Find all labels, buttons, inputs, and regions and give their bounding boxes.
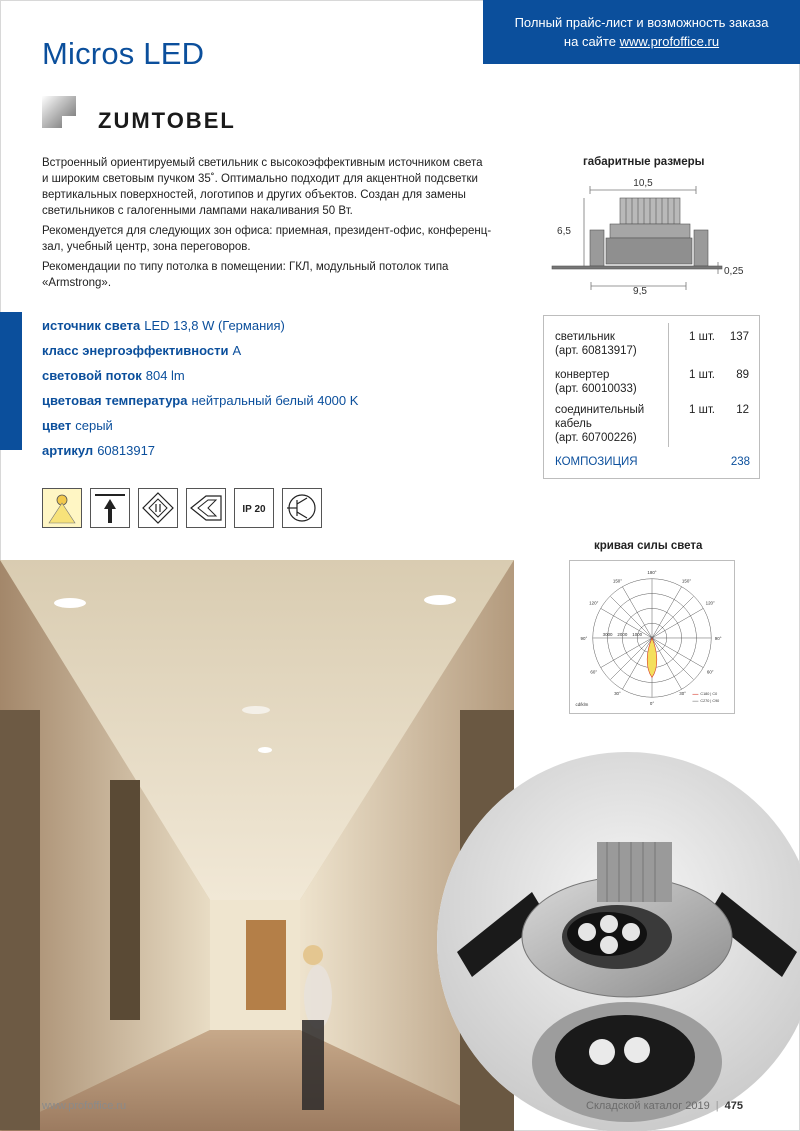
dim-height: 6,5 — [557, 226, 571, 237]
zumtobel-logo-icon — [42, 96, 76, 128]
spec-key: цвет — [42, 418, 72, 433]
footer-url[interactable]: www.profoffice.ru — [42, 1100, 127, 1112]
scale-label: 3000 — [602, 632, 613, 638]
angle-label: 60° — [706, 669, 714, 675]
transformer-icon — [282, 488, 322, 528]
footer-catalog — [586, 1100, 743, 1112]
item-price: 89 — [736, 369, 749, 381]
light-curve-title: кривая силы света — [594, 540, 703, 552]
f-mark-icon — [186, 488, 226, 528]
angle-label: 150° — [612, 578, 623, 584]
catalog-name: Складской каталог 2019 — [586, 1100, 710, 1112]
unit-label: cd/klm — [575, 702, 589, 708]
spec-value: 804 lm — [145, 368, 185, 383]
banner-line-1: Полный прайс-лист и возможность заказа — [514, 15, 769, 30]
recessed-mount-icon — [90, 488, 130, 528]
composition-table — [543, 315, 760, 479]
item-qty: 1 шт. — [689, 331, 716, 343]
description-paragraph: Рекомендации по типу потолка в помещении: ГКЛ, модульный потолок типа «Armstrong». — [42, 261, 449, 289]
angle-label: 30° — [614, 691, 621, 697]
legend-c180-c0: C180 | C0 — [700, 692, 718, 697]
scale-label: 1000 — [632, 632, 643, 638]
angle-label: 90° — [714, 635, 722, 641]
spec-value: нейтральный белый 4000 K — [191, 393, 359, 408]
ip-rating-label: IP 20 — [242, 504, 266, 515]
angle-label: 120° — [705, 600, 715, 606]
angle-label: 180° — [647, 569, 657, 575]
item-name: конвертер (арт. 60010033) — [555, 369, 637, 395]
product-photo — [437, 752, 800, 1131]
corridor-photo — [0, 560, 514, 1131]
page-title: Micros LED — [42, 36, 205, 71]
dimensions-title: габаритные размеры — [583, 156, 705, 168]
site-link[interactable]: www.profoffice.ru — [619, 34, 720, 49]
spec-value: A — [232, 343, 242, 358]
spec-key: световой поток — [42, 368, 142, 383]
item-price: 137 — [729, 331, 749, 343]
spec-key: источник света — [42, 318, 141, 333]
spec-key: артикул — [42, 443, 94, 458]
scale-label: 2000 — [617, 632, 628, 638]
angle-label: 120° — [589, 600, 599, 606]
order-banner — [483, 0, 800, 64]
item-price: 12 — [736, 404, 749, 416]
angle-label: 30° — [679, 691, 686, 697]
composition-total — [555, 456, 750, 468]
description-paragraph: Рекомендуется для следующих зон офиса: приемная, президент-офис, конференц-зал, учебный центр, зона переговоров. — [42, 225, 492, 253]
dim-rim: 0,25 — [724, 266, 744, 277]
item-name: светильник (арт. 60813917) — [555, 331, 637, 357]
total-label: КОМПОЗИЦИЯ — [555, 456, 638, 468]
product-description — [42, 155, 492, 295]
spec-row — [42, 388, 358, 413]
item-qty: 1 шт. — [689, 369, 716, 381]
spec-value: серый — [75, 418, 113, 433]
angle-label: 90° — [580, 635, 588, 641]
banner-line-2 — [483, 32, 800, 51]
spec-row — [42, 338, 358, 363]
accent-bar — [0, 312, 22, 450]
description-paragraph: Встроенный ориентируемый светильник с высокоэффективным источником света и широким световым пучком 35˚. Оптимально подходит для акцентной подсветки вертикальных поверхностей, логотипов и других объектов. Создан для замены светильников с галогенными лампами накаливания 50 Вт. — [42, 157, 483, 217]
dimension-drawing — [548, 170, 758, 295]
dim-width-bottom: 9,5 — [633, 286, 647, 295]
page-number: 475 — [724, 1100, 743, 1112]
ip20-icon — [234, 488, 274, 528]
class-ii-icon — [138, 488, 178, 528]
item-name: соединительный кабель (арт. 60700226) — [555, 404, 645, 444]
spec-row — [42, 438, 358, 463]
angle-label: 150° — [681, 578, 692, 584]
spec-key: класс энергоэффективности — [42, 343, 229, 358]
spec-value: 60813917 — [97, 443, 156, 458]
beam-35-icon — [42, 488, 82, 528]
brand-name: ZUMTOBEL — [98, 108, 236, 133]
total-value: 238 — [730, 456, 750, 468]
spec-row — [42, 363, 358, 388]
table-divider — [668, 323, 669, 447]
spec-row — [42, 313, 358, 338]
footer-separator: | — [715, 1100, 719, 1112]
angle-label: 60° — [590, 669, 598, 675]
spec-value: LED 13,8 W (Германия) — [144, 318, 285, 333]
legend-c270-c90: C270 | C90 — [700, 699, 720, 704]
spec-row — [42, 413, 358, 438]
spec-list — [42, 313, 358, 463]
banner-line-2-prefix: на сайте — [563, 34, 620, 49]
item-qty: 1 шт. — [689, 404, 716, 416]
dim-width-top: 10,5 — [633, 178, 653, 189]
light-intensity-diagram — [569, 560, 735, 714]
angle-label: 0° — [649, 701, 655, 707]
spec-key: цветовая температура — [42, 393, 188, 408]
